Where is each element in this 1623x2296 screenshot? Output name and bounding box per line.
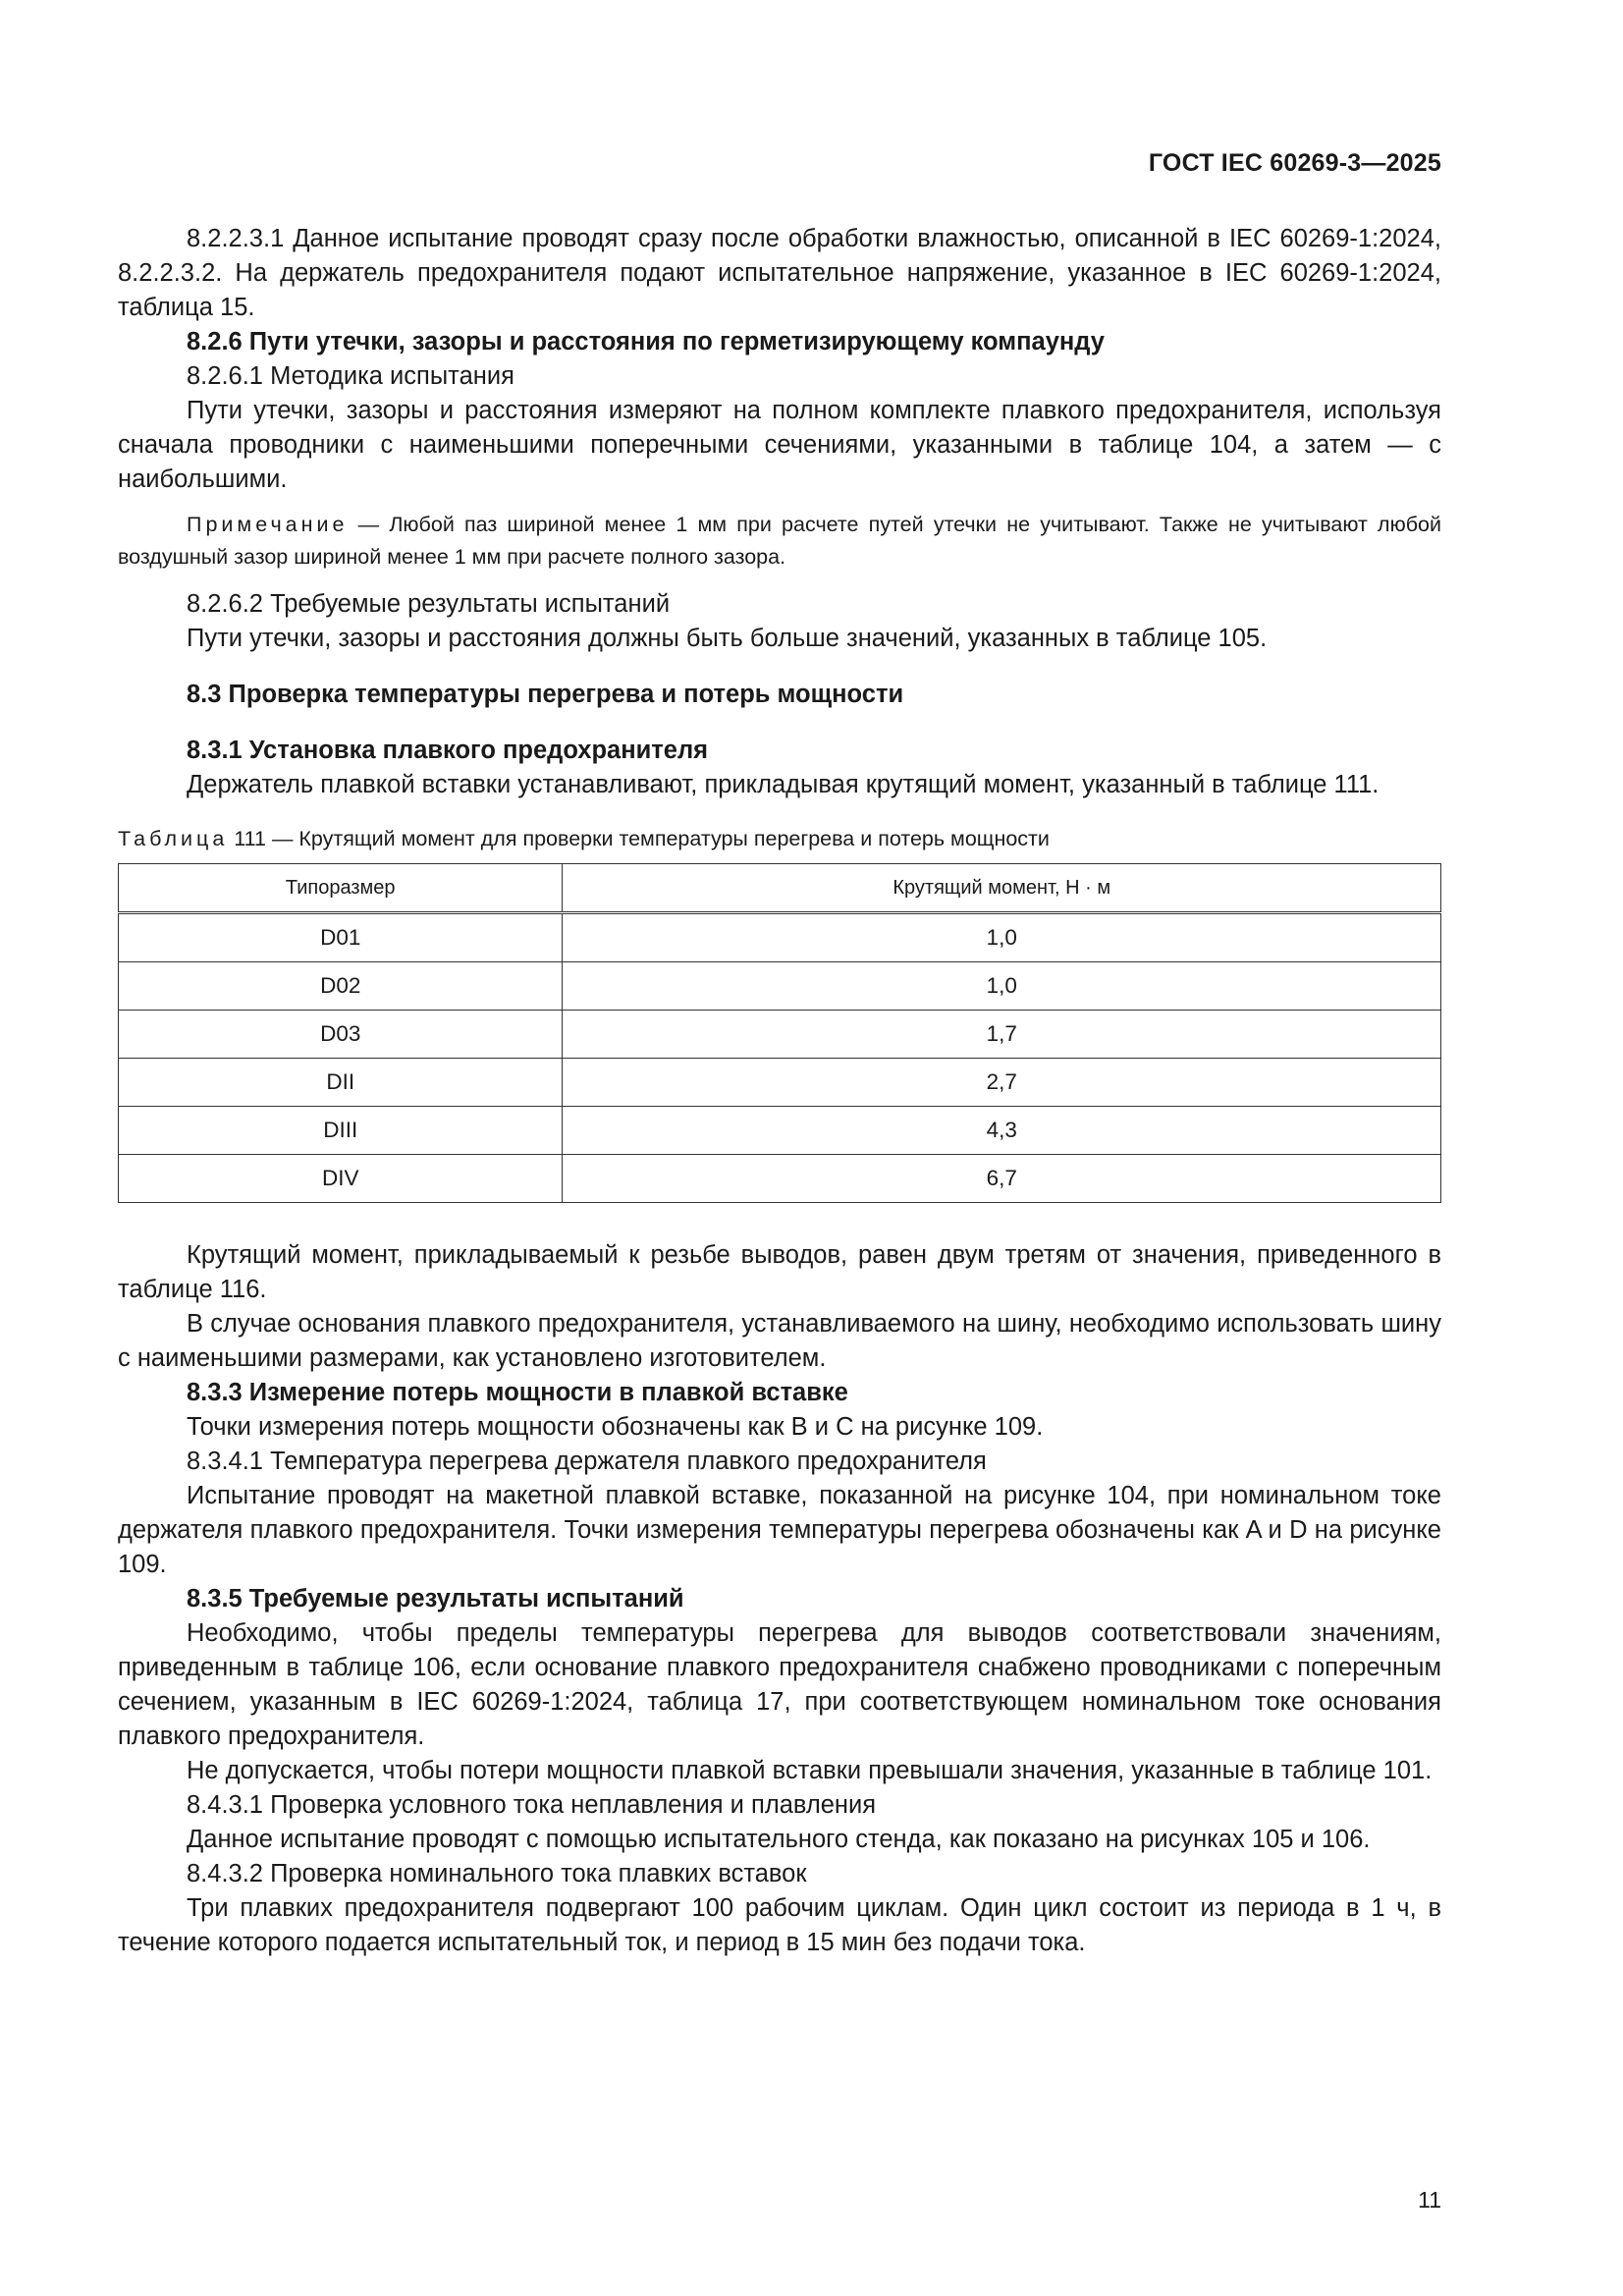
paragraph: Три плавких предохранителя подвергают 100 рабочим циклам. Один цикл состоит из периода в 1 ч, в течение которого подается испытательный ток, и период в 15 мин без подачи тока.: [118, 1894, 1441, 1956]
document-header: ГОСТ IEC 60269-3—2025: [1148, 149, 1441, 177]
section-heading: 8.3.5 Требуемые результаты испытаний: [187, 1585, 684, 1613]
paragraph: Пути утечки, зазоры и расстояния измеряют на полном комплекте плавкого предохранителя, используя сначала проводники с наименьшими поперечными сечениями, указанными в таблице 104, а затем — с наибольшими.: [118, 397, 1441, 493]
note: [118, 509, 1441, 574]
paragraph: В случае основания плавкого предохранителя, устанавливаемого на шину, необходимо использовать шину с наименьшими размерами, как установлено изготовителем.: [118, 1310, 1441, 1372]
note-label: Примечание: [187, 513, 349, 536]
section-heading: 8.3.1 Установка плавкого предохранителя: [187, 737, 709, 764]
table-cell: 1,0: [563, 962, 1441, 1011]
table-cell: D02: [119, 962, 563, 1011]
table-header-cell: Типоразмер: [119, 864, 563, 913]
table-caption-label: Таблица: [118, 827, 229, 850]
paragraph: Данное испытание проводят с помощью испытательного стенда, как показано на рисунках 105 и 106.: [187, 1826, 1371, 1853]
table-row: [119, 962, 1441, 1011]
paragraph: 8.2.6.1 Методика испытания: [187, 362, 514, 390]
table-cell: 4,3: [563, 1107, 1441, 1155]
table-row: [119, 1107, 1441, 1155]
paragraph: Держатель плавкой вставки устанавливают, прикладывая крутящий момент, указанный в таблице 111.: [187, 771, 1380, 798]
table-cell: 2,7: [563, 1059, 1441, 1107]
paragraph: 8.3.4.1 Температура перегрева держателя плавкого предохранителя: [187, 1448, 987, 1475]
table-cell: DIV: [119, 1155, 563, 1203]
table-cell: 6,7: [563, 1155, 1441, 1203]
paragraph: Точки измерения потерь мощности обозначены как B и C на рисунке 109.: [187, 1413, 1044, 1441]
section-heading: 8.3.3 Измерение потерь мощности в плавкой вставке: [187, 1379, 848, 1406]
table-cell: D01: [119, 913, 563, 962]
paragraph: Испытание проводят на макетной плавкой вставке, показанной на рисунке 104, при номинальном токе держателя плавкого предохранителя. Точки измерения температуры перегрева обозначены как A и D на рисунке 109.: [118, 1482, 1441, 1578]
table-cell: D03: [119, 1011, 563, 1059]
paragraph: 8.4.3.2 Проверка номинального тока плавких вставок: [187, 1860, 807, 1887]
note-text: — Любой паз шириной менее 1 мм при расчете путей утечки не учитывают. Также не учитывают любой воздушный зазор шириной менее 1 мм при расчете полного зазора.: [118, 513, 1441, 569]
table-caption-text: 111 — Крутящий момент для проверки температуры перегрева и потерь мощности: [228, 827, 1050, 850]
table-header-row: [119, 864, 1441, 913]
table-cell: DIII: [119, 1107, 563, 1155]
section-heading: 8.3 Проверка температуры перегрева и потерь мощности: [187, 681, 904, 708]
table-row: [119, 1155, 1441, 1203]
torque-table: [118, 863, 1441, 1203]
page-number: 11: [1418, 2187, 1441, 2213]
table-row: [119, 1011, 1441, 1059]
paragraph: 8.2.2.3.1 Данное испытание проводят сразу после обработки влажностью, описанной в IEC 60269-1:2024, 8.2.2.3.2. На держатель предохранителя подают испытательное напряжение, указанное в IEC 60269-1:2024, таблица 15.: [118, 225, 1441, 321]
table-cell: 1,0: [563, 913, 1441, 962]
table-row: [119, 913, 1441, 962]
document-body: [118, 222, 1441, 1960]
paragraph: Необходимо, чтобы пределы температуры перегрева для выводов соответствовали значениям, приведенным в таблице 106, если основание плавкого предохранителя снабжено проводниками с поперечным сечением, указанным в IEC 60269-1:2024, таблица 17, при соответствующем номинальном токе основания плавкого предохранителя.: [118, 1619, 1441, 1750]
table-caption: [118, 824, 1441, 853]
table-row: [119, 1059, 1441, 1107]
table-header-cell: Крутящий момент, Н · м: [563, 864, 1441, 913]
paragraph: 8.2.6.2 Требуемые результаты испытаний: [187, 590, 671, 618]
paragraph: 8.4.3.1 Проверка условного тока неплавления и плавления: [187, 1791, 877, 1819]
paragraph: Не допускается, чтобы потери мощности плавкой вставки превышали значения, указанные в таблице 101.: [187, 1757, 1433, 1784]
table-cell: DII: [119, 1059, 563, 1107]
paragraph: Пути утечки, зазоры и расстояния должны быть больше значений, указанных в таблице 105.: [187, 625, 1268, 652]
table-cell: 1,7: [563, 1011, 1441, 1059]
paragraph: Крутящий момент, прикладываемый к резьбе выводов, равен двум третям от значения, приведенного в таблице 116.: [118, 1241, 1441, 1303]
section-heading: 8.2.6 Пути утечки, зазоры и расстояния по герметизирующему компаунду: [187, 328, 1105, 355]
